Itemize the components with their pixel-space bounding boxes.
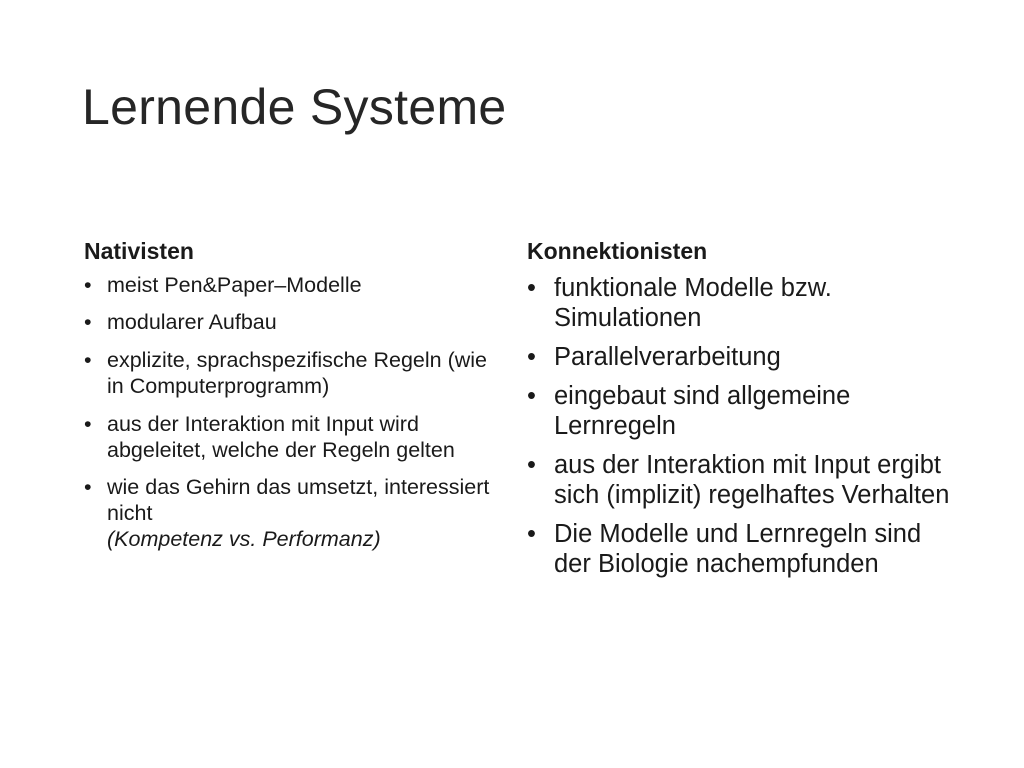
- list-item: [527, 519, 957, 579]
- bullet-icon: •: [84, 475, 92, 500]
- list-item: [84, 475, 494, 552]
- list-item: [527, 450, 957, 510]
- bullet-icon: •: [527, 520, 536, 549]
- list-item: [84, 273, 494, 299]
- list-item: [84, 310, 494, 336]
- list-item: [84, 412, 494, 464]
- bullet-icon: •: [527, 273, 536, 302]
- slide-title: Lernende Systeme: [82, 79, 507, 135]
- list-item-text: wie das Gehirn das umsetzt, interessiert nicht: [107, 475, 490, 526]
- right-column-heading: Konnektionisten: [527, 238, 708, 264]
- list-item: [84, 348, 494, 400]
- list-item-text: Die Modelle und Lernregeln sind der Biologie nachempfunden: [554, 520, 922, 579]
- bullet-icon: •: [527, 381, 536, 410]
- left-column-heading: Nativisten: [84, 238, 194, 264]
- list-item: [527, 381, 957, 441]
- list-item: [527, 273, 957, 333]
- list-item-text: meist Pen&Paper–Modelle: [107, 272, 362, 297]
- bullet-icon: •: [527, 342, 536, 371]
- bullet-icon: •: [84, 411, 92, 436]
- list-item-text: Parallelverarbeitung: [554, 342, 781, 371]
- list-item-note: (Kompetenz vs. Performanz): [107, 526, 381, 551]
- bullet-icon: •: [84, 272, 92, 297]
- list-item-text: eingebaut sind allgemeine Lernregeln: [554, 381, 851, 440]
- bullet-icon: •: [84, 348, 92, 373]
- right-bullet-list: [527, 273, 957, 580]
- list-item-text: aus der Interaktion mit Input wird abgeleitet, welche der Regeln gelten: [107, 411, 455, 462]
- left-column: [84, 238, 494, 565]
- list-item-text: explizite, sprachspezifische Regeln (wie in Computerprogramm): [107, 348, 488, 398]
- list-item-text: modularer Aufbau: [107, 310, 277, 335]
- list-item-text: funktionale Modelle bzw. Simulationen: [554, 273, 832, 332]
- right-column: [527, 238, 957, 588]
- left-bullet-list: [84, 273, 494, 553]
- bullet-icon: •: [527, 450, 536, 479]
- list-item-text: aus der Interaktion mit Input ergibt sich (implizit) regelhaftes Verhalten: [554, 450, 950, 510]
- bullet-icon: •: [84, 310, 92, 335]
- list-item: [527, 342, 957, 372]
